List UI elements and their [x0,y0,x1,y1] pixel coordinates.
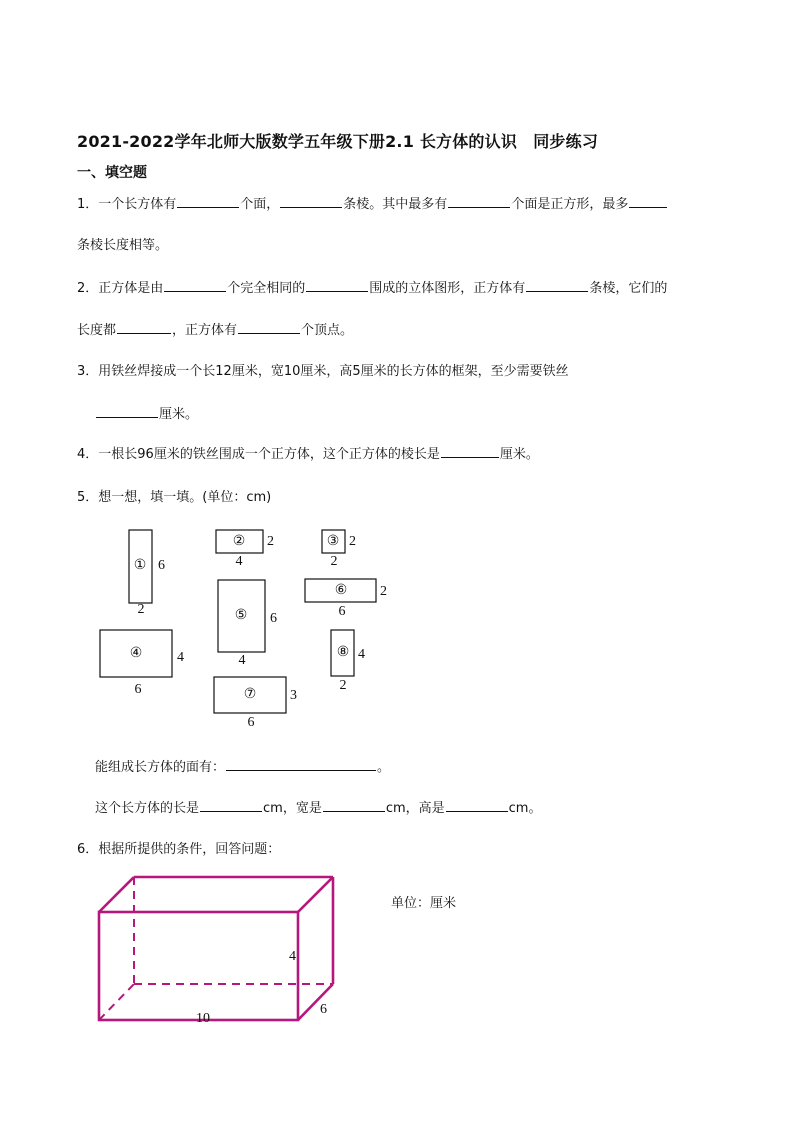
q2-blank-2[interactable] [306,279,368,292]
cuboid-svg [90,868,350,1034]
face-2-label: ② [232,534,246,550]
face-5-label: ⑤ [234,608,248,624]
q2-blank-3[interactable] [526,279,588,292]
face-6-width: 6 [338,604,346,620]
q1-blank-2[interactable] [280,195,342,208]
q1-text-b: 个面， [240,197,280,212]
face-8-height: 4 [358,647,365,663]
face-5-height: 6 [270,611,277,627]
q5-blank-1[interactable] [226,758,376,771]
face-8-width: 2 [339,678,347,694]
page-title: 2021-2022学年北师大版数学五年级下册2.1 长方体的认识 同步练习 [77,132,599,151]
question-2-line-2 [77,319,353,338]
cuboid-height-label: 4 [289,949,296,964]
q6-unit-label: 单位：厘米 [391,896,457,911]
question-2-line-1 [77,277,667,296]
face-6-height: 2 [380,584,387,600]
face-4-height: 4 [177,650,184,666]
q5-blank-2[interactable] [200,799,262,812]
q1-text-a: 1．一个长方体有 [77,197,177,212]
cuboid-edge-top-right [298,877,333,912]
q3-blank-1[interactable] [96,405,158,418]
q5-text-c: 。 [377,760,391,775]
q5-text-a: 5．想一想，填一填。(单位：cm) [77,490,272,505]
q1-blank-3[interactable] [448,195,510,208]
face-8-label: ⑧ [336,645,350,661]
face-3-height: 2 [349,534,356,550]
q1-text-c: 条棱。其中最多有 [343,197,448,212]
face-2-width: 4 [235,554,243,570]
q4-text-b: 厘米。 [499,447,539,462]
question-5-line-2 [95,756,390,775]
q5-blank-3[interactable] [323,799,385,812]
q2-blank-4[interactable] [117,321,171,334]
q3-text-a: 3．用铁丝焊接成一个长12厘米，宽10厘米，高5厘米的长方体的框架，至少需要铁丝 [77,364,569,379]
face-7-width: 6 [247,715,255,731]
q2-text-a: 2．正方体是由 [77,281,164,296]
cuboid-edge-top-left [99,877,134,912]
q1-text-d: 个面是正方形，最多 [511,197,629,212]
cuboid-edge-bottom-right [298,984,333,1020]
face-4-label: ④ [129,646,143,662]
q5-text-g: cm。 [508,801,542,816]
q1-blank-4[interactable] [629,195,667,208]
question-4-line [77,443,539,462]
face-3-label: ③ [326,534,340,550]
face-7-label: ⑦ [243,687,257,703]
q2-text-f: ，正方体有 [172,323,238,338]
q4-text-a: 4．一根长96厘米的铁丝围成一个正方体，这个正方体的棱长是 [77,447,440,462]
section-heading: 一、填空题 [77,165,147,181]
face-6-label: ⑥ [334,583,348,599]
q5-text-d: 这个长方体的长是 [95,801,200,816]
question-5-line-3 [95,797,541,816]
q3-text-b: 厘米。 [159,407,199,422]
q2-text-d: 条棱，它们的 [589,281,668,296]
question-1-line-1 [77,193,668,212]
face-1-width: 2 [137,602,145,618]
q5-blank-4[interactable] [446,799,508,812]
face-1-label: ① [133,558,147,574]
q6-text-a: 6．根据所提供的条件，回答问题： [77,842,281,857]
cuboid-figure [90,868,350,1038]
cuboid-length-label: 10 [196,1011,210,1026]
q5-text-e: cm，宽是 [263,801,322,816]
q2-text-e: 长度都 [77,323,117,338]
face-3-width: 2 [330,554,338,570]
cuboid-width-label: 6 [320,1002,327,1017]
q1-text-e: 条棱长度相等。 [77,238,169,253]
face-7-height: 3 [290,688,297,704]
faces-figure-svg [96,522,396,734]
question-3-line-2 [95,403,198,422]
q2-text-g: 个顶点。 [301,323,354,338]
q5-text-f: cm，高是 [385,801,445,816]
q2-blank-5[interactable] [238,321,300,334]
q2-text-b: 个完全相同的 [227,281,306,296]
q2-blank-1[interactable] [164,279,226,292]
face-1-height: 6 [158,558,165,574]
q2-text-c: 围成的立体图形，正方体有 [369,281,526,296]
q5-text-b: 能组成长方体的面有： [95,760,226,775]
q1-blank-1[interactable] [177,195,239,208]
face-4-width: 6 [134,682,142,698]
face-5-width: 4 [238,653,246,669]
cuboid-hidden-edge-depth [99,984,134,1020]
q4-blank-1[interactable] [441,445,499,458]
face-2-height: 2 [267,534,274,550]
faces-figure [96,522,396,738]
cuboid-front-face [99,912,298,1020]
